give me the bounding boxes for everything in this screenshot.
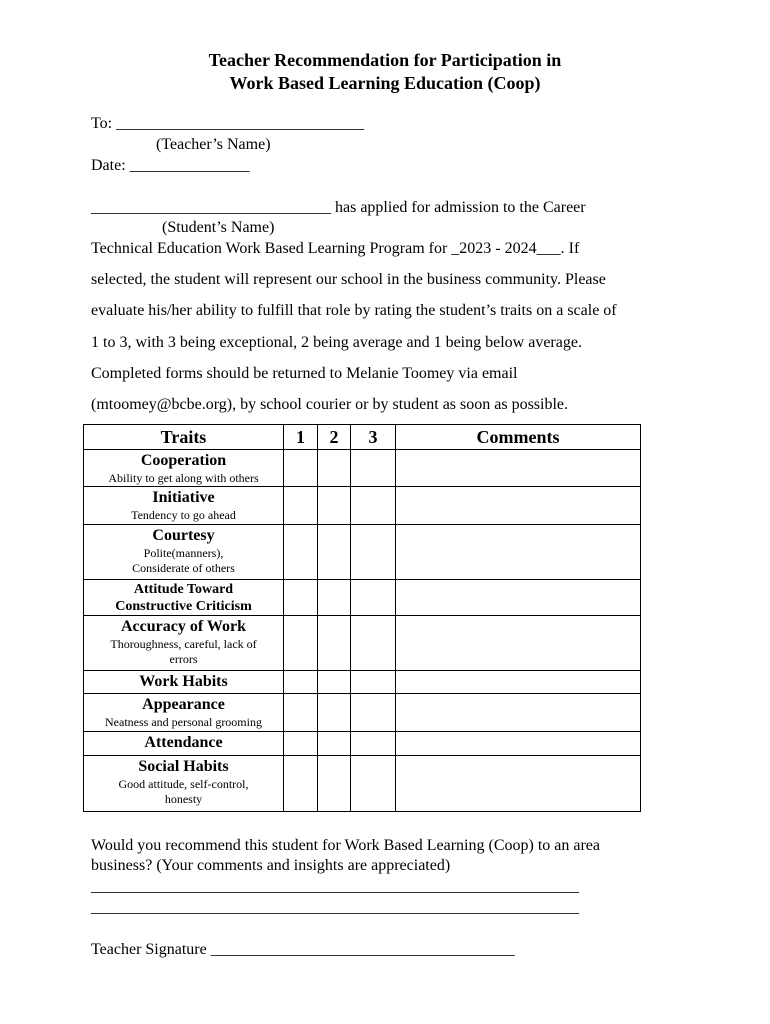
rating-1-cell[interactable] xyxy=(284,616,318,671)
rating-3-cell[interactable] xyxy=(351,671,396,694)
trait-description: Good attitude, self-control, honesty xyxy=(118,777,249,806)
trait-description: Tendency to go ahead xyxy=(131,508,236,522)
comments-cell[interactable] xyxy=(396,487,641,525)
rating-2-cell[interactable] xyxy=(318,694,351,732)
trait-cell xyxy=(84,732,284,756)
trait-name: Attitude Toward xyxy=(133,582,234,597)
rating-2-cell[interactable] xyxy=(318,580,351,616)
recommend-question-line-2: business? (Your comments and insights are appreciated) xyxy=(91,857,451,874)
trait-name: Social Habits xyxy=(138,758,229,775)
trait-row xyxy=(84,525,641,580)
trait-cell xyxy=(84,756,284,812)
rating-2-cell[interactable] xyxy=(318,756,351,812)
trait-name: Attendance xyxy=(144,734,223,751)
trait-row xyxy=(84,580,641,616)
trait-row xyxy=(84,487,641,525)
rating-1-cell[interactable] xyxy=(284,671,318,694)
title-line-1: Teacher Recommendation for Participation in xyxy=(208,50,562,70)
rating-3-cell[interactable] xyxy=(351,580,396,616)
rating-3-cell[interactable] xyxy=(351,756,396,812)
trait-name: Appearance xyxy=(142,696,225,713)
trait-name: Accuracy of Work xyxy=(120,618,246,635)
header-traits: Traits xyxy=(84,425,284,450)
recommend-question-line-1: Would you recommend this student for Work Based Learning (Coop) to an area xyxy=(91,837,600,854)
rating-1-cell[interactable] xyxy=(284,487,318,525)
trait-name: Courtesy xyxy=(152,527,215,544)
trait-cell xyxy=(84,671,284,694)
trait-description: Ability to get along with others xyxy=(108,471,259,485)
trait-name: Initiative xyxy=(152,489,215,506)
comments-cell[interactable] xyxy=(396,616,641,671)
trait-name: Cooperation xyxy=(140,452,227,469)
rating-2-cell[interactable] xyxy=(318,616,351,671)
comments-cell[interactable] xyxy=(396,525,641,580)
trait-row xyxy=(84,694,641,732)
trait-cell xyxy=(84,616,284,671)
rating-3-cell[interactable] xyxy=(351,694,396,732)
comments-cell[interactable] xyxy=(396,671,641,694)
header-rating-1: 1 xyxy=(284,425,318,450)
rating-2-cell[interactable] xyxy=(318,525,351,580)
traits-rating-table xyxy=(83,424,641,812)
rating-2-cell[interactable] xyxy=(318,487,351,525)
paragraph-line: 1 to 3, with 3 being exceptional, 2 being average and 1 being below average. xyxy=(91,333,582,351)
rating-2-cell[interactable] xyxy=(318,450,351,487)
rating-1-cell[interactable] xyxy=(284,694,318,732)
paragraph-line: Completed forms should be returned to Melanie Toomey via email xyxy=(91,364,518,382)
trait-cell xyxy=(84,694,284,732)
trait-cell xyxy=(84,580,284,616)
student-name-caption: (Student’s Name) xyxy=(162,219,275,236)
instructions-paragraph xyxy=(91,239,691,426)
trait-cell xyxy=(84,487,284,525)
form-title xyxy=(0,49,770,95)
trait-description: Neatness and personal grooming xyxy=(105,715,262,729)
rating-3-cell[interactable] xyxy=(351,616,396,671)
header-comments: Comments xyxy=(396,425,641,450)
header-rating-3: 3 xyxy=(351,425,396,450)
rating-2-cell[interactable] xyxy=(318,732,351,756)
rating-2-cell[interactable] xyxy=(318,671,351,694)
date-field[interactable]: Date: _______________ xyxy=(91,157,250,174)
rating-3-cell[interactable] xyxy=(351,732,396,756)
trait-name: Constructive Criticism xyxy=(115,599,252,614)
comments-cell[interactable] xyxy=(396,732,641,756)
header-rating-2: 2 xyxy=(318,425,351,450)
trait-row xyxy=(84,732,641,756)
paragraph-line: selected, the student will represent our school in the business community. Please xyxy=(91,271,606,289)
rating-1-cell[interactable] xyxy=(284,756,318,812)
comment-blank-line-1[interactable]: _____________________________________________________________ xyxy=(91,878,579,895)
trait-cell xyxy=(84,525,284,580)
trait-row xyxy=(84,756,641,812)
teacher-name-caption: (Teacher’s Name) xyxy=(156,136,271,153)
trait-row xyxy=(84,616,641,671)
comments-cell[interactable] xyxy=(396,756,641,812)
teacher-signature-field[interactable]: Teacher Signature ______________________________________ xyxy=(91,941,515,958)
comment-blank-line-2[interactable]: _____________________________________________________________ xyxy=(91,899,579,916)
comments-cell[interactable] xyxy=(396,450,641,487)
trait-cell xyxy=(84,450,284,487)
rating-3-cell[interactable] xyxy=(351,487,396,525)
student-name-line[interactable]: ______________________________ has applied for admission to the Career xyxy=(91,199,586,216)
trait-row xyxy=(84,671,641,694)
trait-description: Thoroughness, careful, lack of errors xyxy=(110,637,257,666)
rating-1-cell[interactable] xyxy=(284,580,318,616)
paragraph-line: evaluate his/her ability to fulfill that role by rating the student’s traits on a scale of xyxy=(91,302,617,320)
rating-3-cell[interactable] xyxy=(351,450,396,487)
to-field[interactable]: To: _______________________________ xyxy=(91,115,365,132)
comments-cell[interactable] xyxy=(396,694,641,732)
paragraph-line: (mtoomey@bcbe.org), by school courier or by student as soon as possible. xyxy=(91,395,569,413)
trait-name: Work Habits xyxy=(139,673,228,690)
trait-row xyxy=(84,450,641,487)
paragraph-line: Technical Education Work Based Learning Program for _2023 - 2024___. If xyxy=(91,240,580,257)
comments-cell[interactable] xyxy=(396,580,641,616)
table-header-row xyxy=(84,425,641,450)
rating-1-cell[interactable] xyxy=(284,450,318,487)
title-line-2: Work Based Learning Education (Coop) xyxy=(229,73,541,93)
rating-1-cell[interactable] xyxy=(284,732,318,756)
rating-3-cell[interactable] xyxy=(351,525,396,580)
rating-1-cell[interactable] xyxy=(284,525,318,580)
trait-description: Polite(manners), Considerate of others xyxy=(132,546,235,575)
